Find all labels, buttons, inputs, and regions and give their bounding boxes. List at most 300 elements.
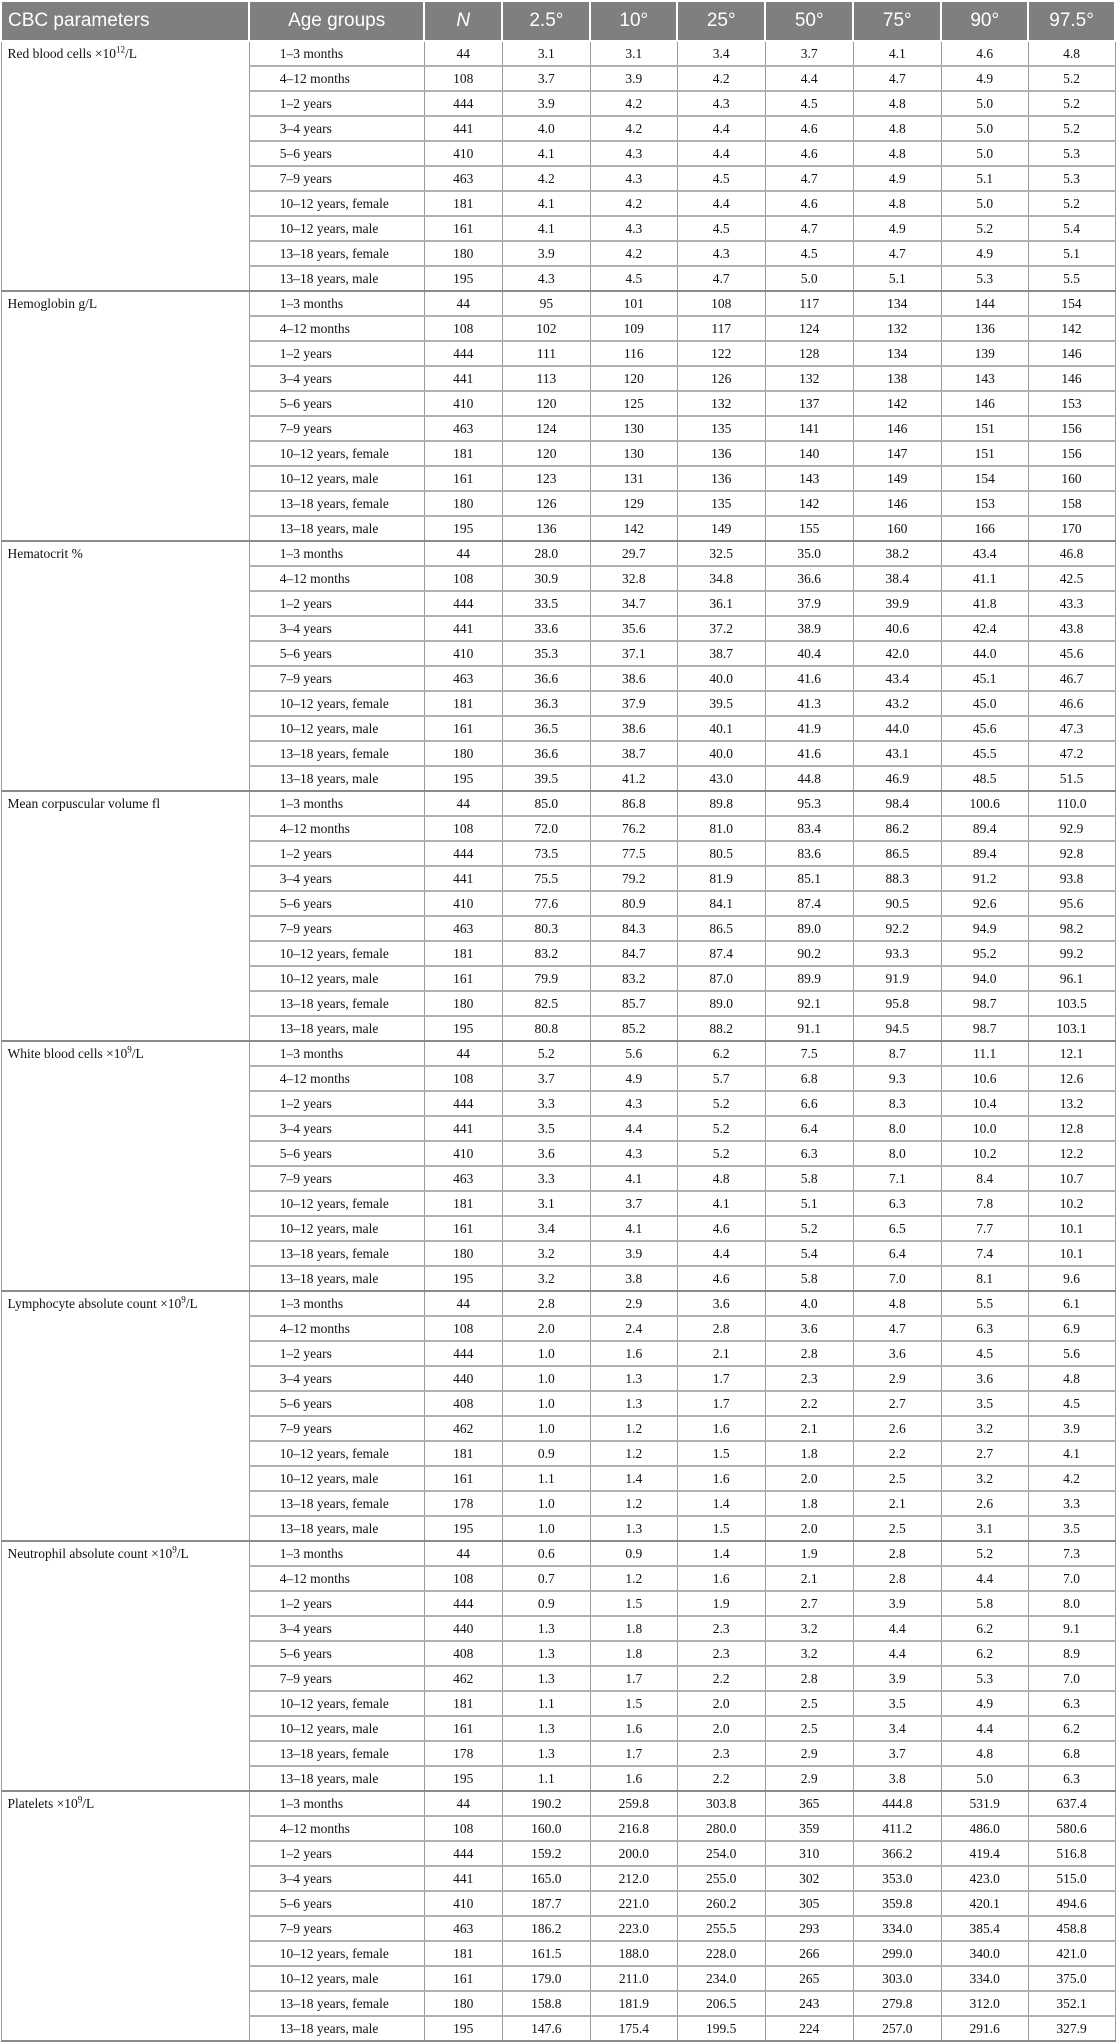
- p25-cell: 1.7: [677, 1391, 765, 1416]
- p2-5-cell: 159.2: [502, 1841, 590, 1866]
- p25-cell: 86.5: [677, 916, 765, 941]
- p75-cell: 142: [853, 391, 941, 416]
- p2-5-cell: 80.8: [502, 1016, 590, 1041]
- p10-cell: 4.3: [590, 216, 677, 241]
- age-group-cell: 10–12 years, female: [249, 1691, 424, 1716]
- parameter-unit: /L: [185, 1296, 198, 1311]
- p2-5-cell: 120: [502, 441, 590, 466]
- p97-5-cell: 43.3: [1028, 591, 1115, 616]
- p10-cell: 1.8: [590, 1641, 677, 1666]
- p75-cell: 38.4: [853, 566, 941, 591]
- age-group-cell: 13–18 years, male: [249, 1016, 424, 1041]
- p10-cell: 35.6: [590, 616, 677, 641]
- p75-cell: 95.8: [853, 991, 941, 1016]
- p90-cell: 45.5: [941, 741, 1028, 766]
- p97-5-cell: 51.5: [1028, 766, 1115, 791]
- age-group-cell: 1–2 years: [249, 841, 424, 866]
- age-group-cell: 13–18 years, female: [249, 1991, 424, 2016]
- p50-cell: 4.5: [765, 91, 853, 116]
- p97-5-cell: 6.1: [1028, 1291, 1115, 1316]
- age-group-cell: 7–9 years: [249, 1666, 424, 1691]
- n-cell: 463: [424, 1916, 502, 1941]
- p10-cell: 223.0: [590, 1916, 677, 1941]
- p90-cell: 423.0: [941, 1866, 1028, 1891]
- n-cell: 180: [424, 991, 502, 1016]
- p97-5-cell: 95.6: [1028, 891, 1115, 916]
- p25-cell: 32.5: [677, 541, 765, 566]
- p10-cell: 3.8: [590, 1266, 677, 1291]
- p75-cell: 7.0: [853, 1266, 941, 1291]
- header-p10: 10°: [590, 1, 677, 41]
- p25-cell: 1.4: [677, 1541, 765, 1566]
- parameter-label: Lymphocyte absolute count ×10: [7, 1296, 182, 1311]
- p75-cell: 6.5: [853, 1216, 941, 1241]
- p10-cell: 4.3: [590, 166, 677, 191]
- p97-5-cell: 8.9: [1028, 1641, 1115, 1666]
- p10-cell: 175.4: [590, 2016, 677, 2041]
- age-group-cell: 13–18 years, female: [249, 1491, 424, 1516]
- p25-cell: 87.4: [677, 941, 765, 966]
- p25-cell: 4.8: [677, 1166, 765, 1191]
- p75-cell: 257.0: [853, 2016, 941, 2041]
- p10-cell: 1.8: [590, 1616, 677, 1641]
- n-cell: 108: [424, 1816, 502, 1841]
- age-group-cell: 4–12 months: [249, 1316, 424, 1341]
- p90-cell: 312.0: [941, 1991, 1028, 2016]
- p2-5-cell: 36.3: [502, 691, 590, 716]
- n-cell: 181: [424, 1691, 502, 1716]
- p10-cell: 77.5: [590, 841, 677, 866]
- p97-5-cell: 5.1: [1028, 241, 1115, 266]
- p10-cell: 120: [590, 366, 677, 391]
- p2-5-cell: 35.3: [502, 641, 590, 666]
- p25-cell: 199.5: [677, 2016, 765, 2041]
- n-cell: 161: [424, 966, 502, 991]
- p75-cell: 134: [853, 341, 941, 366]
- p90-cell: 5.0: [941, 116, 1028, 141]
- age-group-cell: 1–2 years: [249, 341, 424, 366]
- p75-cell: 6.4: [853, 1241, 941, 1266]
- p97-5-cell: 10.7: [1028, 1166, 1115, 1191]
- p2-5-cell: 186.2: [502, 1916, 590, 1941]
- p2-5-cell: 120: [502, 391, 590, 416]
- p90-cell: 4.9: [941, 1691, 1028, 1716]
- p75-cell: 279.8: [853, 1991, 941, 2016]
- age-group-cell: 1–3 months: [249, 1541, 424, 1566]
- p90-cell: 153: [941, 491, 1028, 516]
- p75-cell: 146: [853, 416, 941, 441]
- n-cell: 441: [424, 1116, 502, 1141]
- p10-cell: 1.7: [590, 1666, 677, 1691]
- p90-cell: 10.2: [941, 1141, 1028, 1166]
- p97-5-cell: 3.9: [1028, 1416, 1115, 1441]
- p97-5-cell: 4.8: [1028, 41, 1115, 66]
- p2-5-cell: 158.8: [502, 1991, 590, 2016]
- n-cell: 463: [424, 416, 502, 441]
- p2-5-cell: 113: [502, 366, 590, 391]
- p90-cell: 144: [941, 291, 1028, 316]
- n-cell: 181: [424, 1191, 502, 1216]
- p75-cell: 92.2: [853, 916, 941, 941]
- p2-5-cell: 77.6: [502, 891, 590, 916]
- p2-5-cell: 4.1: [502, 141, 590, 166]
- header-age-groups: Age groups: [249, 1, 424, 41]
- p10-cell: 86.8: [590, 791, 677, 816]
- p2-5-cell: 79.9: [502, 966, 590, 991]
- p50-cell: 4.6: [765, 191, 853, 216]
- p25-cell: 89.0: [677, 991, 765, 1016]
- age-group-cell: 10–12 years, female: [249, 441, 424, 466]
- p97-5-cell: 515.0: [1028, 1866, 1115, 1891]
- p90-cell: 385.4: [941, 1916, 1028, 1941]
- p50-cell: 141: [765, 416, 853, 441]
- n-cell: 108: [424, 566, 502, 591]
- parameter-label: White blood cells ×10: [7, 1046, 128, 1061]
- p75-cell: 93.3: [853, 941, 941, 966]
- p2-5-cell: 3.5: [502, 1116, 590, 1141]
- p97-5-cell: 9.6: [1028, 1266, 1115, 1291]
- p25-cell: 135: [677, 416, 765, 441]
- p75-cell: 44.0: [853, 716, 941, 741]
- parameter-unit: /L: [124, 46, 137, 61]
- parameter-unit: /L: [82, 1796, 95, 1811]
- p2-5-cell: 1.0: [502, 1491, 590, 1516]
- age-group-cell: 10–12 years, male: [249, 1466, 424, 1491]
- n-cell: 180: [424, 1241, 502, 1266]
- p10-cell: 1.6: [590, 1716, 677, 1741]
- p2-5-cell: 1.0: [502, 1391, 590, 1416]
- p10-cell: 80.9: [590, 891, 677, 916]
- p25-cell: 1.6: [677, 1416, 765, 1441]
- p25-cell: 4.7: [677, 266, 765, 291]
- n-cell: 462: [424, 1416, 502, 1441]
- p90-cell: 7.8: [941, 1191, 1028, 1216]
- n-cell: 463: [424, 666, 502, 691]
- p25-cell: 38.7: [677, 641, 765, 666]
- age-group-cell: 1–2 years: [249, 1341, 424, 1366]
- p50-cell: 6.8: [765, 1066, 853, 1091]
- p90-cell: 10.4: [941, 1091, 1028, 1116]
- p97-5-cell: 352.1: [1028, 1991, 1115, 2016]
- p90-cell: 5.2: [941, 1541, 1028, 1566]
- p50-cell: 3.6: [765, 1316, 853, 1341]
- table-row: [1, 1041, 1115, 1066]
- p10-cell: 4.1: [590, 1166, 677, 1191]
- p50-cell: 6.3: [765, 1141, 853, 1166]
- p25-cell: 4.6: [677, 1216, 765, 1241]
- p50-cell: 41.9: [765, 716, 853, 741]
- p90-cell: 5.8: [941, 1591, 1028, 1616]
- p90-cell: 340.0: [941, 1941, 1028, 1966]
- age-group-cell: 7–9 years: [249, 166, 424, 191]
- p90-cell: 5.0: [941, 91, 1028, 116]
- p10-cell: 3.1: [590, 41, 677, 66]
- n-cell: 108: [424, 1066, 502, 1091]
- p50-cell: 89.9: [765, 966, 853, 991]
- p10-cell: 212.0: [590, 1866, 677, 1891]
- n-cell: 408: [424, 1641, 502, 1666]
- p25-cell: 40.0: [677, 666, 765, 691]
- p90-cell: 151: [941, 441, 1028, 466]
- p75-cell: 3.9: [853, 1591, 941, 1616]
- p50-cell: 1.9: [765, 1541, 853, 1566]
- p50-cell: 1.8: [765, 1491, 853, 1516]
- age-group-cell: 7–9 years: [249, 916, 424, 941]
- p50-cell: 4.4: [765, 66, 853, 91]
- p97-5-cell: 5.2: [1028, 66, 1115, 91]
- p90-cell: 5.3: [941, 266, 1028, 291]
- p25-cell: 81.0: [677, 816, 765, 841]
- n-cell: 161: [424, 1716, 502, 1741]
- parameter-unit: /L: [176, 1546, 189, 1561]
- p25-cell: 4.1: [677, 1191, 765, 1216]
- p10-cell: 2.4: [590, 1316, 677, 1341]
- age-group-cell: 13–18 years, female: [249, 741, 424, 766]
- n-cell: 161: [424, 1216, 502, 1241]
- p2-5-cell: 82.5: [502, 991, 590, 1016]
- p97-5-cell: 4.1: [1028, 1441, 1115, 1466]
- p2-5-cell: 3.6: [502, 1141, 590, 1166]
- p2-5-cell: 72.0: [502, 816, 590, 841]
- age-group-cell: 10–12 years, female: [249, 1441, 424, 1466]
- p75-cell: 2.2: [853, 1441, 941, 1466]
- p25-cell: 5.2: [677, 1091, 765, 1116]
- p97-5-cell: 96.1: [1028, 966, 1115, 991]
- p50-cell: 243: [765, 1991, 853, 2016]
- p50-cell: 5.8: [765, 1166, 853, 1191]
- p75-cell: 149: [853, 466, 941, 491]
- p2-5-cell: 190.2: [502, 1791, 590, 1816]
- p50-cell: 128: [765, 341, 853, 366]
- table-row: [1, 1541, 1115, 1566]
- p50-cell: 2.3: [765, 1366, 853, 1391]
- p2-5-cell: 111: [502, 341, 590, 366]
- p2-5-cell: 3.2: [502, 1241, 590, 1266]
- p50-cell: 302: [765, 1866, 853, 1891]
- n-cell: 444: [424, 1091, 502, 1116]
- p97-5-cell: 46.7: [1028, 666, 1115, 691]
- p75-cell: 2.9: [853, 1366, 941, 1391]
- p50-cell: 35.0: [765, 541, 853, 566]
- p90-cell: 154: [941, 466, 1028, 491]
- p2-5-cell: 2.0: [502, 1316, 590, 1341]
- p25-cell: 132: [677, 391, 765, 416]
- p50-cell: 1.8: [765, 1441, 853, 1466]
- parameter-label: Hemoglobin g/L: [7, 296, 98, 311]
- header-p50: 50°: [765, 1, 853, 41]
- p90-cell: 334.0: [941, 1966, 1028, 1991]
- p25-cell: 6.2: [677, 1041, 765, 1066]
- p97-5-cell: 42.5: [1028, 566, 1115, 591]
- p10-cell: 130: [590, 416, 677, 441]
- age-group-cell: 10–12 years, male: [249, 966, 424, 991]
- p90-cell: 45.0: [941, 691, 1028, 716]
- p10-cell: 211.0: [590, 1966, 677, 1991]
- age-group-cell: 10–12 years, male: [249, 1716, 424, 1741]
- p97-5-cell: 46.8: [1028, 541, 1115, 566]
- p75-cell: 146: [853, 491, 941, 516]
- p90-cell: 8.1: [941, 1266, 1028, 1291]
- n-cell: 195: [424, 516, 502, 541]
- n-cell: 195: [424, 1766, 502, 1791]
- p50-cell: 4.5: [765, 241, 853, 266]
- n-cell: 441: [424, 866, 502, 891]
- p50-cell: 89.0: [765, 916, 853, 941]
- age-group-cell: 5–6 years: [249, 391, 424, 416]
- n-cell: 108: [424, 1316, 502, 1341]
- p10-cell: 3.9: [590, 1241, 677, 1266]
- p10-cell: 181.9: [590, 1991, 677, 2016]
- p25-cell: 39.5: [677, 691, 765, 716]
- p90-cell: 48.5: [941, 766, 1028, 791]
- p50-cell: 305: [765, 1891, 853, 1916]
- n-cell: 44: [424, 41, 502, 66]
- p25-cell: 1.9: [677, 1591, 765, 1616]
- p50-cell: 2.5: [765, 1716, 853, 1741]
- p75-cell: 98.4: [853, 791, 941, 816]
- age-group-cell: 10–12 years, male: [249, 716, 424, 741]
- p50-cell: 117: [765, 291, 853, 316]
- p97-5-cell: 8.0: [1028, 1591, 1115, 1616]
- p75-cell: 2.6: [853, 1416, 941, 1441]
- p50-cell: 5.0: [765, 266, 853, 291]
- p90-cell: 3.1: [941, 1516, 1028, 1541]
- p90-cell: 43.4: [941, 541, 1028, 566]
- p50-cell: 3.2: [765, 1641, 853, 1666]
- p2-5-cell: 3.3: [502, 1166, 590, 1191]
- p97-5-cell: 99.2: [1028, 941, 1115, 966]
- p90-cell: 5.0: [941, 191, 1028, 216]
- p2-5-cell: 83.2: [502, 941, 590, 966]
- p2-5-cell: 187.7: [502, 1891, 590, 1916]
- p2-5-cell: 3.9: [502, 91, 590, 116]
- p90-cell: 45.6: [941, 716, 1028, 741]
- parameter-name: [1, 1291, 249, 1541]
- age-group-cell: 7–9 years: [249, 1166, 424, 1191]
- p10-cell: 79.2: [590, 866, 677, 891]
- p50-cell: 2.5: [765, 1691, 853, 1716]
- p25-cell: 4.5: [677, 216, 765, 241]
- p90-cell: 3.6: [941, 1366, 1028, 1391]
- p25-cell: 1.4: [677, 1491, 765, 1516]
- header-row: [1, 1, 1115, 41]
- n-cell: 180: [424, 1991, 502, 2016]
- p25-cell: 34.8: [677, 566, 765, 591]
- p97-5-cell: 5.3: [1028, 141, 1115, 166]
- p50-cell: 83.4: [765, 816, 853, 841]
- p90-cell: 98.7: [941, 1016, 1028, 1041]
- p90-cell: 4.5: [941, 1341, 1028, 1366]
- n-cell: 441: [424, 366, 502, 391]
- p75-cell: 353.0: [853, 1866, 941, 1891]
- n-cell: 44: [424, 1791, 502, 1816]
- p50-cell: 87.4: [765, 891, 853, 916]
- age-group-cell: 1–3 months: [249, 41, 424, 66]
- parameter-label: Mean corpuscular volume fl: [7, 796, 161, 811]
- p90-cell: 44.0: [941, 641, 1028, 666]
- p10-cell: 34.7: [590, 591, 677, 616]
- p90-cell: 3.2: [941, 1416, 1028, 1441]
- age-group-cell: 10–12 years, female: [249, 1191, 424, 1216]
- age-group-cell: 10–12 years, female: [249, 691, 424, 716]
- p90-cell: 151: [941, 416, 1028, 441]
- p10-cell: 38.6: [590, 716, 677, 741]
- p25-cell: 4.2: [677, 66, 765, 91]
- p2-5-cell: 1.3: [502, 1641, 590, 1666]
- n-cell: 44: [424, 1291, 502, 1316]
- p10-cell: 1.5: [590, 1691, 677, 1716]
- p97-5-cell: 4.5: [1028, 1391, 1115, 1416]
- p25-cell: 4.5: [677, 166, 765, 191]
- p25-cell: 255.5: [677, 1916, 765, 1941]
- p2-5-cell: 0.7: [502, 1566, 590, 1591]
- p10-cell: 1.2: [590, 1441, 677, 1466]
- n-cell: 410: [424, 391, 502, 416]
- p25-cell: 88.2: [677, 1016, 765, 1041]
- p2-5-cell: 1.3: [502, 1666, 590, 1691]
- age-group-cell: 1–2 years: [249, 91, 424, 116]
- age-group-cell: 5–6 years: [249, 1891, 424, 1916]
- p10-cell: 130: [590, 441, 677, 466]
- parameter-label: Red blood cells ×10: [7, 46, 116, 61]
- p75-cell: 4.8: [853, 141, 941, 166]
- p10-cell: 1.3: [590, 1366, 677, 1391]
- p50-cell: 3.2: [765, 1616, 853, 1641]
- p50-cell: 2.8: [765, 1341, 853, 1366]
- p10-cell: 1.5: [590, 1591, 677, 1616]
- p90-cell: 94.9: [941, 916, 1028, 941]
- p25-cell: 2.0: [677, 1716, 765, 1741]
- p90-cell: 4.9: [941, 66, 1028, 91]
- p2-5-cell: 126: [502, 491, 590, 516]
- p90-cell: 11.1: [941, 1041, 1028, 1066]
- n-cell: 463: [424, 916, 502, 941]
- p10-cell: 1.2: [590, 1416, 677, 1441]
- n-cell: 195: [424, 2016, 502, 2041]
- p2-5-cell: 179.0: [502, 1966, 590, 1991]
- header-p75: 75°: [853, 1, 941, 41]
- p75-cell: 444.8: [853, 1791, 941, 1816]
- p75-cell: 4.7: [853, 241, 941, 266]
- p25-cell: 43.0: [677, 766, 765, 791]
- p50-cell: 124: [765, 316, 853, 341]
- p97-5-cell: 103.1: [1028, 1016, 1115, 1041]
- p90-cell: 10.6: [941, 1066, 1028, 1091]
- p90-cell: 5.0: [941, 141, 1028, 166]
- p2-5-cell: 1.0: [502, 1516, 590, 1541]
- p75-cell: 4.8: [853, 116, 941, 141]
- p10-cell: 4.3: [590, 1141, 677, 1166]
- p50-cell: 265: [765, 1966, 853, 1991]
- p2-5-cell: 28.0: [502, 541, 590, 566]
- p2-5-cell: 3.1: [502, 41, 590, 66]
- p97-5-cell: 6.2: [1028, 1716, 1115, 1741]
- p97-5-cell: 92.9: [1028, 816, 1115, 841]
- p97-5-cell: 5.6: [1028, 1341, 1115, 1366]
- p10-cell: 116: [590, 341, 677, 366]
- p2-5-cell: 1.3: [502, 1741, 590, 1766]
- age-group-cell: 4–12 months: [249, 1066, 424, 1091]
- n-cell: 410: [424, 641, 502, 666]
- p75-cell: 4.4: [853, 1616, 941, 1641]
- p2-5-cell: 0.6: [502, 1541, 590, 1566]
- p25-cell: 117: [677, 316, 765, 341]
- p25-cell: 4.4: [677, 141, 765, 166]
- p75-cell: 3.6: [853, 1341, 941, 1366]
- n-cell: 181: [424, 691, 502, 716]
- p75-cell: 8.3: [853, 1091, 941, 1116]
- p50-cell: 310: [765, 1841, 853, 1866]
